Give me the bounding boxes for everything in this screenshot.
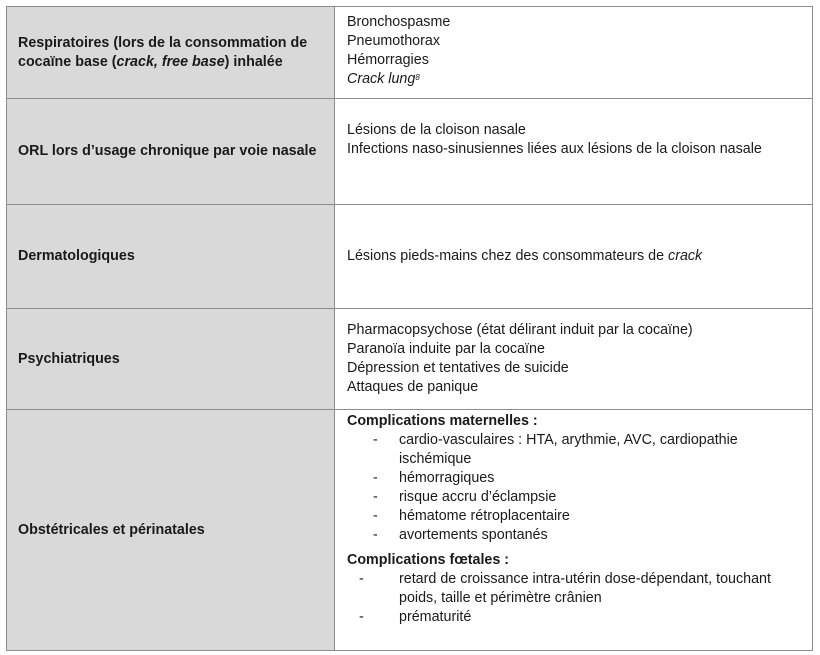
- dash-bullet: -: [373, 432, 378, 448]
- row-content-dermatologiques: [335, 205, 813, 309]
- list-item: [373, 507, 804, 526]
- maternal-list: [347, 431, 804, 545]
- dash-bullet: -: [373, 508, 378, 524]
- content-line-italic: [347, 70, 804, 89]
- list-item-text: hématome rétroplacentaire: [399, 508, 570, 524]
- row-content-respiratoires: [335, 7, 813, 99]
- row-content-orl: [335, 99, 813, 205]
- label-text-end: ) inhalée: [224, 53, 283, 70]
- row-label-psychiatriques: Psychiatriques: [7, 309, 335, 410]
- list-item: [373, 469, 804, 488]
- list-item: [373, 488, 804, 507]
- maternal-heading: Complications maternelles :: [347, 413, 538, 429]
- list-item-text: retard de croissance intra-utérin dose-dépendant, touchant poids, taille et périmètre crânien: [399, 571, 771, 606]
- row-label-respiratoires: [7, 7, 335, 99]
- complications-table: [6, 6, 813, 651]
- list-item-text: cardio-vasculaires : HTA, arythmie, AVC, cardiopathie ischémique: [399, 432, 738, 467]
- table-row: [7, 410, 813, 651]
- content-line: Hémorragies: [347, 52, 429, 68]
- dash-bullet: -: [359, 571, 364, 587]
- content-line: Pharmacopsychose (état délirant induit par la cocaïne): [347, 322, 693, 338]
- crack-lung-text: Crack lung: [347, 71, 416, 87]
- label-text: Respiratoires (lors de la consommation de cocaïne base (: [18, 34, 308, 70]
- dash-bullet: -: [373, 489, 378, 505]
- dash-bullet: -: [359, 609, 364, 625]
- content-line: Bronchospasme: [347, 14, 451, 30]
- row-content-psychiatriques: [335, 309, 813, 410]
- content-line: Lésions de la cloison nasale: [347, 122, 526, 138]
- content-line: Pneumothorax: [347, 33, 440, 49]
- list-item-text: prématurité: [399, 609, 472, 625]
- label-italic-text: crack, free base: [116, 53, 225, 70]
- list-item-text: risque accru d’éclampsie: [399, 489, 557, 505]
- list-item: [359, 570, 804, 608]
- fetal-list: [347, 570, 804, 627]
- dash-bullet: -: [373, 470, 378, 486]
- content-text: Lésions pieds-mains chez des consommateurs de: [347, 248, 669, 264]
- row-content-obstetricales: [335, 410, 813, 651]
- table-row: [7, 205, 813, 309]
- table-row: [7, 7, 813, 99]
- content-line: Dépression et tentatives de suicide: [347, 360, 569, 376]
- table-row: [7, 309, 813, 410]
- content-line: Paranoïa induite par la cocaïne: [347, 341, 545, 357]
- list-item: [373, 431, 804, 469]
- fetal-heading: Complications fœtales :: [347, 552, 510, 568]
- row-label-dermatologiques: Dermatologiques: [7, 205, 335, 309]
- list-item-text: hémorragiques: [399, 470, 495, 486]
- list-item-text: avortements spontanés: [399, 527, 548, 543]
- row-label-obstetricales: Obstétricales et périnatales: [7, 410, 335, 651]
- list-item: [373, 526, 804, 545]
- table-row: [7, 99, 813, 205]
- content-line: Attaques de panique: [347, 379, 479, 395]
- content-italic-text: crack: [668, 248, 703, 264]
- list-item: [359, 608, 804, 627]
- row-label-orl: ORL lors d’usage chronique par voie nasale: [7, 99, 335, 205]
- dash-bullet: -: [373, 527, 378, 543]
- footnote-ref: 8: [415, 73, 420, 82]
- content-line: Infections naso-sinusiennes liées aux lésions de la cloison nasale: [347, 141, 762, 157]
